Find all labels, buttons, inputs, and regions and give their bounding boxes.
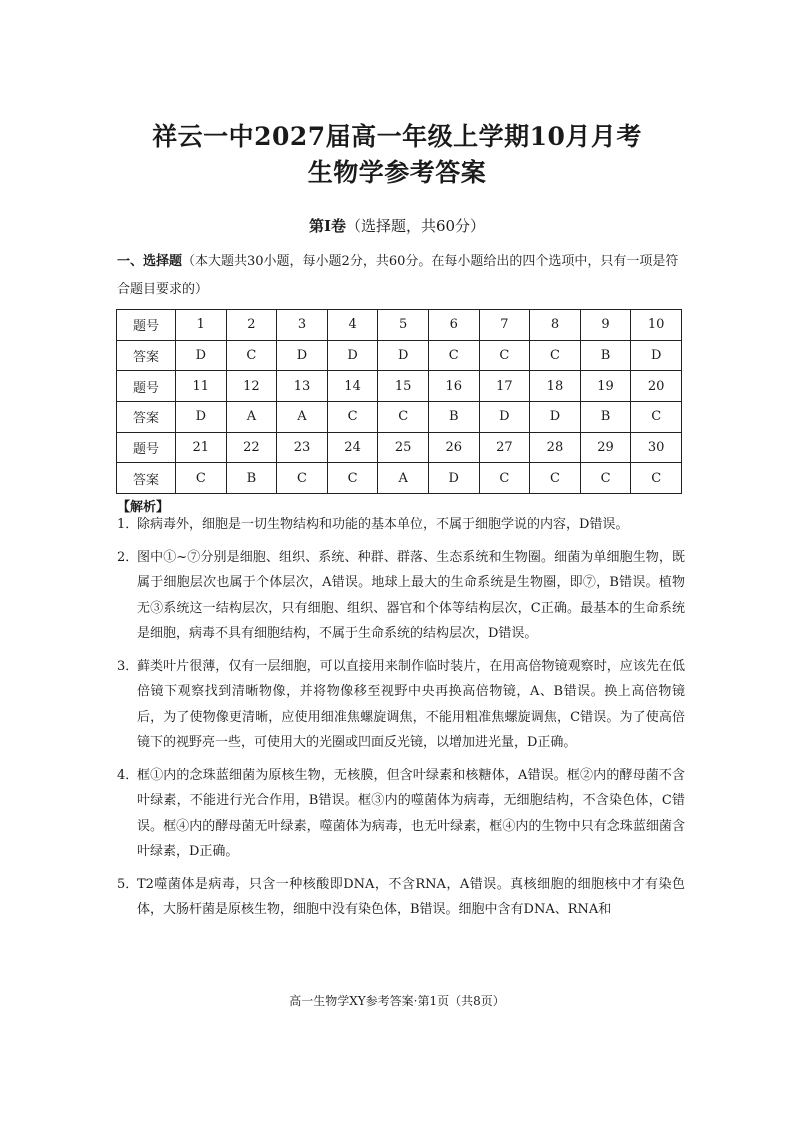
answer-cell: D xyxy=(176,340,227,371)
row-label-number: 题号 xyxy=(117,371,176,402)
question-number-cell: 27 xyxy=(479,432,530,463)
table-row-number xyxy=(117,310,682,341)
question-number-cell: 23 xyxy=(277,432,328,463)
table-row-answer xyxy=(117,340,682,371)
answer-cell: B xyxy=(428,402,479,433)
answer-cell: C xyxy=(479,340,530,371)
answer-cell: B xyxy=(580,402,631,433)
question-number-cell: 14 xyxy=(327,371,378,402)
answer-cell: D xyxy=(176,402,227,433)
part-title-bold: 第Ⅰ卷 xyxy=(308,217,346,235)
answer-cell: C xyxy=(327,402,378,433)
question-number-cell: 13 xyxy=(277,371,328,402)
question-number-cell: 25 xyxy=(378,432,429,463)
analysis-item xyxy=(117,872,685,923)
page-footer: 高一生物学XY参考答案·第1页（共8页） xyxy=(289,994,505,1008)
analysis-heading: 【解析】 xyxy=(117,500,170,515)
question-number-cell: 28 xyxy=(530,432,581,463)
answer-table xyxy=(116,309,682,494)
answer-cell: C xyxy=(176,463,227,494)
answer-cell: B xyxy=(580,340,631,371)
answer-cell: C xyxy=(226,340,277,371)
question-number-cell: 7 xyxy=(479,310,530,341)
answer-cell: C xyxy=(428,340,479,371)
question-number-cell: 9 xyxy=(580,310,631,341)
part-heading xyxy=(0,215,794,236)
question-number-cell: 20 xyxy=(631,371,682,402)
analysis-item-text: T2噬菌体是病毒，只含一种核酸即DNA，不含RNA，A错误。真核细胞的细胞核中才有染色体，大肠杆菌是原核生物，细胞中没有染色体，B错误。细胞中含有DNA、RNA和 xyxy=(137,876,685,917)
row-label-number: 题号 xyxy=(117,432,176,463)
answer-cell: D xyxy=(327,340,378,371)
answer-cell: B xyxy=(226,463,277,494)
question-number-cell: 1 xyxy=(176,310,227,341)
analysis-item-number: 3． xyxy=(117,658,139,674)
question-number-cell: 6 xyxy=(428,310,479,341)
answer-cell: C xyxy=(277,463,328,494)
answer-cell: A xyxy=(277,402,328,433)
page-title: 祥云一中2027届高一年级上学期10月月考 xyxy=(152,122,642,151)
question-number-cell: 15 xyxy=(378,371,429,402)
analysis-item-text: 除病毒外，细胞是一切生物结构和功能的基本单位，不属于细胞学说的内容，D错误。 xyxy=(137,517,629,532)
analysis-item-number: 4． xyxy=(117,767,139,783)
question-number-cell: 3 xyxy=(277,310,328,341)
answer-cell: C xyxy=(327,463,378,494)
question-intro xyxy=(117,248,687,304)
answer-cell: D xyxy=(631,340,682,371)
answer-cell: D xyxy=(277,340,328,371)
question-number-cell: 4 xyxy=(327,310,378,341)
analysis-item-number: 5． xyxy=(117,876,139,892)
question-number-cell: 2 xyxy=(226,310,277,341)
row-label-answer: 答案 xyxy=(117,340,176,371)
question-number-cell: 8 xyxy=(530,310,581,341)
analysis-item xyxy=(117,545,685,647)
question-number-cell: 26 xyxy=(428,432,479,463)
analysis-item-text: 藓类叶片很薄，仅有一层细胞，可以直接用来制作临时装片，在用高倍物镜观察时，应该先在低倍镜下观察找到清晰物像，并将物像移至视野中央再换高倍物镜，A、B错误。换上高倍物镜后，为了使物像更清晰，应使用细准焦螺旋调焦，不能用粗准焦螺旋调焦，C错误。为了使高倍镜下的视野亮一些，可使用大的光圈或凹面反光镜，以增加进光量，D正确。 xyxy=(137,658,685,750)
question-number-cell: 11 xyxy=(176,371,227,402)
question-number-cell: 19 xyxy=(580,371,631,402)
answer-cell: D xyxy=(378,340,429,371)
question-number-cell: 10 xyxy=(631,310,682,341)
answer-cell: D xyxy=(530,402,581,433)
page-subtitle: 生物学参考答案 xyxy=(307,158,487,187)
question-number-cell: 18 xyxy=(530,371,581,402)
analysis-item-number: 1． xyxy=(117,517,139,532)
row-label-answer: 答案 xyxy=(117,402,176,433)
answer-cell: C xyxy=(580,463,631,494)
question-number-cell: 29 xyxy=(580,432,631,463)
table-row-number xyxy=(117,371,682,402)
table-row-answer xyxy=(117,402,682,433)
table-row-answer xyxy=(117,463,682,494)
question-instructions: （本大题共30小题，每小题2分，共60分。在每小题给出的四个选项中，只有一项是符合题目要求的） xyxy=(117,254,679,297)
question-number-cell: 16 xyxy=(428,371,479,402)
question-number-cell: 30 xyxy=(631,432,682,463)
analysis-item xyxy=(117,512,685,538)
row-label-number: 题号 xyxy=(117,310,176,341)
part-title-rest: （选择题，共60分） xyxy=(345,217,486,235)
answer-cell: C xyxy=(378,402,429,433)
answer-cell: C xyxy=(530,463,581,494)
analysis-item xyxy=(117,654,685,756)
question-number-cell: 21 xyxy=(176,432,227,463)
question-number-cell: 22 xyxy=(226,432,277,463)
answer-cell: D xyxy=(428,463,479,494)
answer-cell: C xyxy=(530,340,581,371)
row-label-answer: 答案 xyxy=(117,463,176,494)
answer-cell: C xyxy=(631,463,682,494)
answer-cell: C xyxy=(479,463,530,494)
answer-cell: C xyxy=(631,402,682,433)
question-number-cell: 5 xyxy=(378,310,429,341)
answer-cell: D xyxy=(479,402,530,433)
question-number-cell: 12 xyxy=(226,371,277,402)
analysis-list xyxy=(117,512,685,930)
answer-cell: A xyxy=(226,402,277,433)
analysis-item-number: 2． xyxy=(117,549,139,565)
question-number-cell: 24 xyxy=(327,432,378,463)
question-type-label: 一、选择题 xyxy=(117,254,183,269)
table-row-number xyxy=(117,432,682,463)
answer-cell: A xyxy=(378,463,429,494)
analysis-item-text: 图中①~⑦分别是细胞、组织、系统、种群、群落、生态系统和生物圈。细菌为单细胞生物，既属于细胞层次也属于个体层次，A错误。地球上最大的生命系统是生物圈，即⑦，B错误。植物无③系统这一结构层次，只有细胞、组织、器官和个体等结构层次，C正确。最基本的生命系统是细胞，病毒不具有细胞结构，不属于生命系统的结构层次，D错误。 xyxy=(137,549,685,641)
analysis-item xyxy=(117,763,685,865)
question-number-cell: 17 xyxy=(479,371,530,402)
analysis-item-text: 框①内的念珠蓝细菌为原核生物，无核膜，但含叶绿素和核糖体，A错误。框②内的酵母菌不含叶绿素，不能进行光合作用，B错误。框③内的噬菌体为病毒，无细胞结构，不含染色体，C错误。框④内的酵母菌无叶绿素，噬菌体为病毒，也无叶绿素，框④内的生物中只有念珠蓝细菌含叶绿素，D正确。 xyxy=(137,767,685,859)
